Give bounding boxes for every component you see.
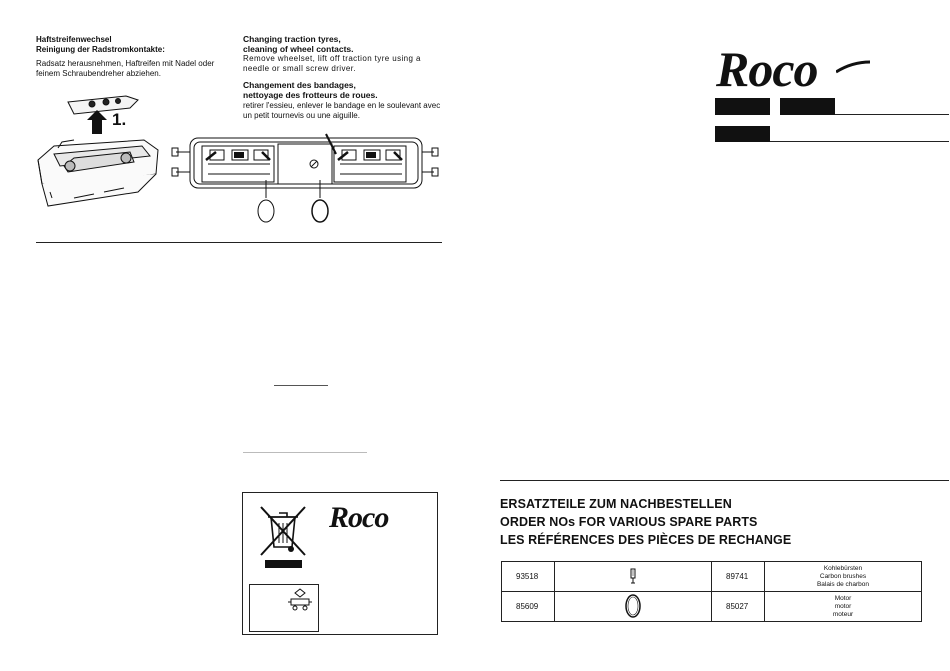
fr-section-title xyxy=(243,80,443,100)
de-section-title xyxy=(36,35,165,55)
part-number: 89741 xyxy=(712,562,765,592)
step-label: 1. xyxy=(112,110,127,129)
header-block-3 xyxy=(715,126,770,142)
roco-logo: Roco xyxy=(716,41,818,97)
wheelset-removal-illustration xyxy=(34,88,164,213)
roco-logo-small: Roco xyxy=(329,501,389,534)
part-number: 85609 xyxy=(502,592,555,622)
header-block-2 xyxy=(780,98,835,115)
desc-de: Kohlebürsten xyxy=(823,564,863,572)
section-divider xyxy=(36,242,442,243)
header-line-2 xyxy=(770,141,949,142)
spare-parts-divider xyxy=(500,480,949,481)
chassis-diagram xyxy=(170,130,440,230)
desc-en: Carbon brushes xyxy=(819,572,867,580)
en-title-line2: cleaning of wheel contacts. xyxy=(243,44,354,54)
fr-section-body: retirer l'essieu, enlever le bandage en le soulevant avec un petit tournevis ou une aiguille. xyxy=(243,101,441,120)
part-number: 93518 xyxy=(502,562,555,592)
desc-de: Motor xyxy=(834,594,852,602)
de-section-body: Radsatz herausnehmen, Haftreifen mit Nadel oder feinem Schraubendreher abziehen. xyxy=(36,59,215,78)
fr-title-line1: Changement des bandages, xyxy=(243,80,356,90)
fr-title-line2: nettoyage des frotteurs de roues. xyxy=(243,90,378,100)
desc-fr: Balais de charbon xyxy=(816,580,870,588)
desc-en: motor xyxy=(834,602,852,610)
header-line-1 xyxy=(835,114,949,115)
short-rule xyxy=(274,385,328,386)
table-row xyxy=(502,592,922,622)
symbol-frame xyxy=(249,584,319,632)
part-image xyxy=(555,562,712,592)
part-number: 85027 xyxy=(712,592,765,622)
traction-tyre-icon xyxy=(623,593,643,619)
spare-title-de: ERSATZTEILE ZUM NACHBESTELLEN xyxy=(500,497,732,511)
de-title-line1: Haftstreifenwechsel xyxy=(36,35,112,44)
wagon-symbol-icon xyxy=(286,587,314,611)
table-row xyxy=(502,562,922,592)
part-image xyxy=(555,592,712,622)
carbon-brush-icon xyxy=(628,568,638,584)
en-section-title xyxy=(243,34,443,54)
part-description xyxy=(765,562,922,592)
black-bar xyxy=(265,560,302,568)
de-title-line2: Reinigung der Radstromkontakte: xyxy=(36,45,165,54)
spare-title-en: ORDER NOs FOR VARIOUS SPARE PARTS xyxy=(500,515,758,529)
en-section-body: Remove wheelset, lift off traction tyre using a needle or small screw driver. xyxy=(243,54,421,73)
logo-swoosh xyxy=(836,60,870,76)
spare-parts-table xyxy=(501,561,922,622)
spare-title-fr: LES RÉFÉRENCES DES PIÈCES DE RECHANGE xyxy=(500,533,792,547)
part-description xyxy=(765,592,922,622)
en-title-line1: Changing traction tyres, xyxy=(243,34,341,44)
header-block-1 xyxy=(715,98,770,115)
crossed-bin-icon xyxy=(257,503,309,559)
disposal-info-box xyxy=(242,492,438,635)
desc-fr: moteur xyxy=(832,610,854,618)
faint-rule xyxy=(243,452,367,453)
